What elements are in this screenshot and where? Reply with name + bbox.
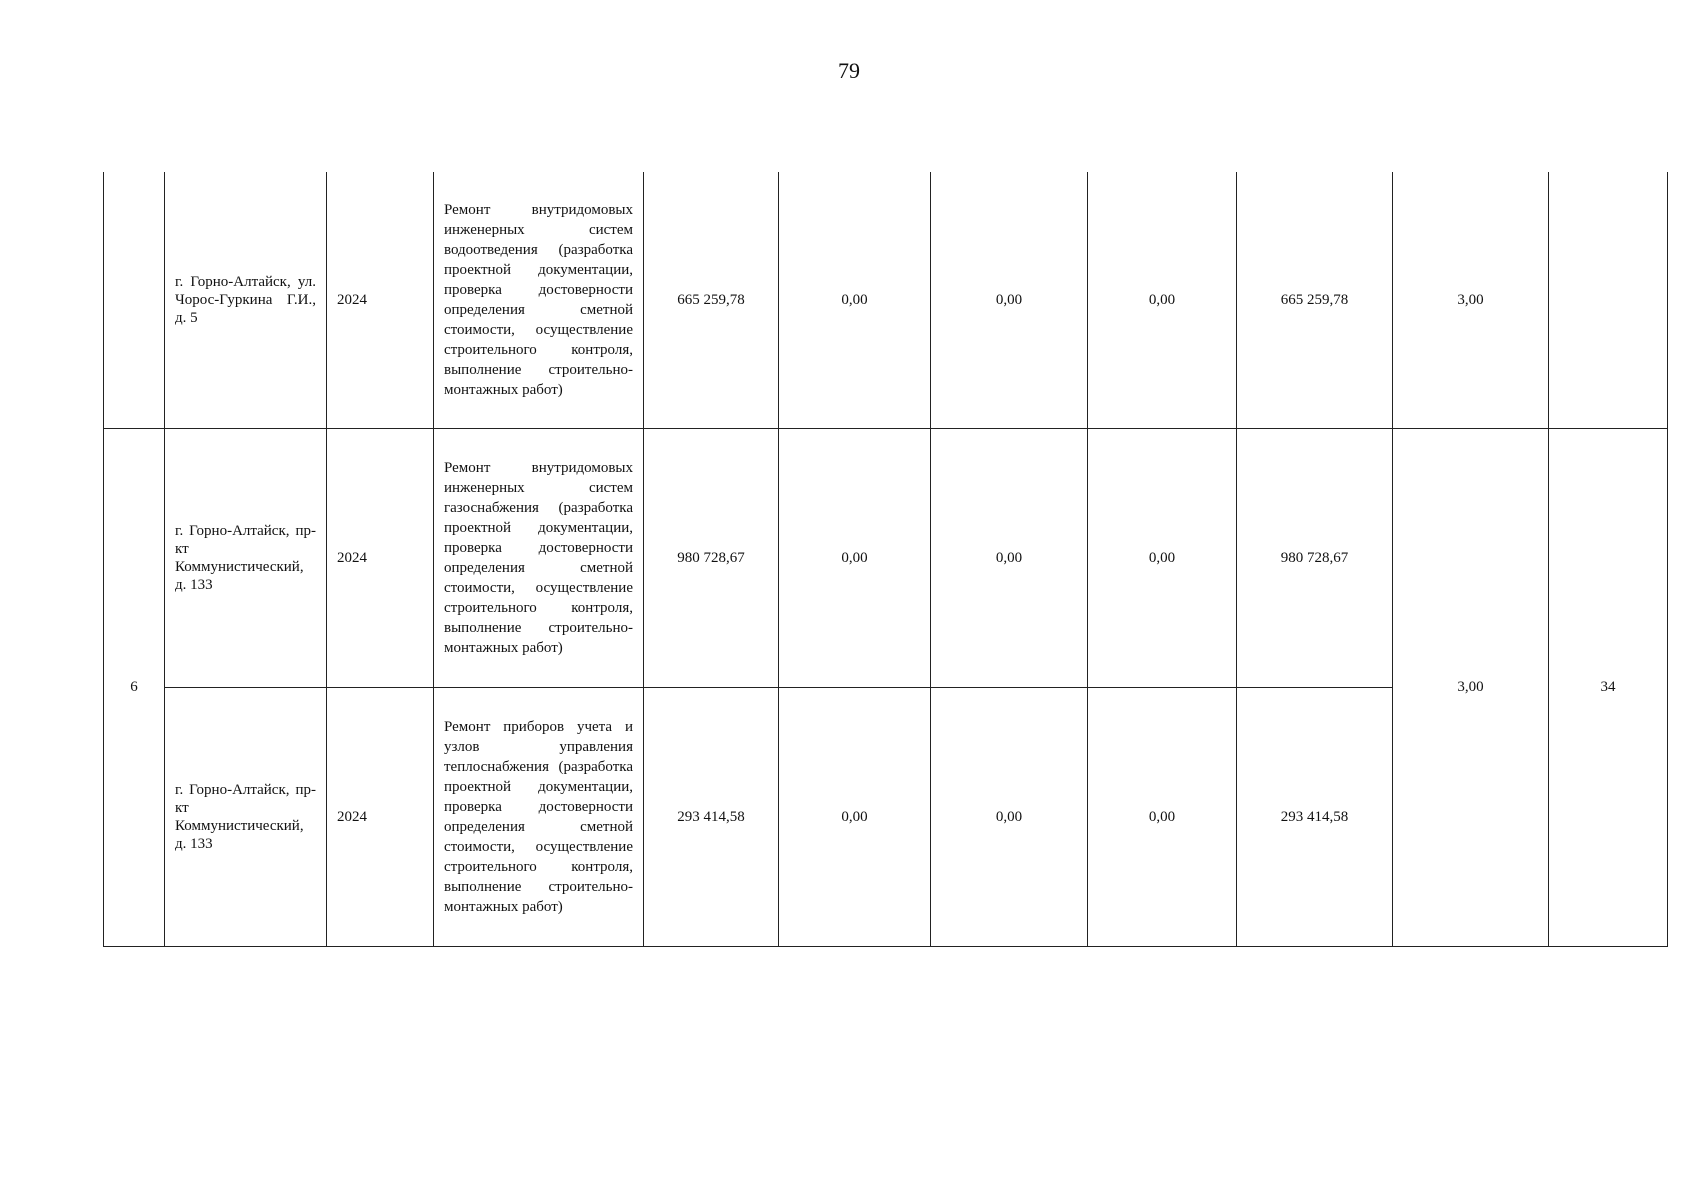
cell-work-description: Ремонт приборов учета и узлов управления теплоснабжения (разработка проектной документации, проверка достоверности определения сметной стоимости, осуществление строительного контроля, выполнение строительно-монтажных работ) xyxy=(434,688,644,947)
cell-owners-funds: 665 259,78 xyxy=(1237,172,1393,429)
cell-year: 2024 xyxy=(327,688,434,947)
cell-total-cost: 980 728,67 xyxy=(644,429,779,688)
cell-extra: 34 xyxy=(1549,429,1668,947)
cell-address: г. Горно-Алтайск, пр-кт Коммунистический, д. 133 xyxy=(165,429,327,688)
cell-address: г. Горно-Алтайск, пр-кт Коммунистический, д. 133 xyxy=(165,688,327,947)
cell-owners-funds: 980 728,67 xyxy=(1237,429,1393,688)
cell-fund-1: 0,00 xyxy=(779,688,931,947)
works-table xyxy=(103,172,1668,947)
cell-extra xyxy=(1549,172,1668,429)
cell-fund-3: 0,00 xyxy=(1088,429,1237,688)
cell-number: 6 xyxy=(104,429,165,947)
cell-number xyxy=(104,172,165,429)
cell-fund-1: 0,00 xyxy=(779,172,931,429)
cell-owners-funds: 293 414,58 xyxy=(1237,688,1393,947)
cell-total-cost: 293 414,58 xyxy=(644,688,779,947)
cell-fund-3: 0,00 xyxy=(1088,688,1237,947)
cell-year: 2024 xyxy=(327,429,434,688)
cell-fund-2: 0,00 xyxy=(931,172,1088,429)
page-number: 79 xyxy=(838,58,860,83)
cell-rate: 3,00 xyxy=(1393,429,1549,947)
cell-fund-2: 0,00 xyxy=(931,688,1088,947)
table-row xyxy=(104,172,1668,429)
cell-year: 2024 xyxy=(327,172,434,429)
table-row xyxy=(104,429,1668,688)
cell-rate: 3,00 xyxy=(1393,172,1549,429)
cell-total-cost: 665 259,78 xyxy=(644,172,779,429)
cell-fund-3: 0,00 xyxy=(1088,172,1237,429)
cell-work-description: Ремонт внутридомовых инженерных систем газоснабжения (разработка проектной документации, проверка достоверности определения сметной стоимости, осуществление строительного контроля, выполнение строительно-монтажных работ) xyxy=(434,429,644,688)
cell-work-description: Ремонт внутридомовых инженерных систем водоотведения (разработка проектной документации, проверка достоверности определения сметной стоимости, осуществление строительного контроля, выполнение строительно-монтажных работ) xyxy=(434,172,644,429)
cell-address: г. Горно-Алтайск, ул. Чорос-Гуркина Г.И., д. 5 xyxy=(165,172,327,429)
cell-fund-1: 0,00 xyxy=(779,429,931,688)
cell-fund-2: 0,00 xyxy=(931,429,1088,688)
